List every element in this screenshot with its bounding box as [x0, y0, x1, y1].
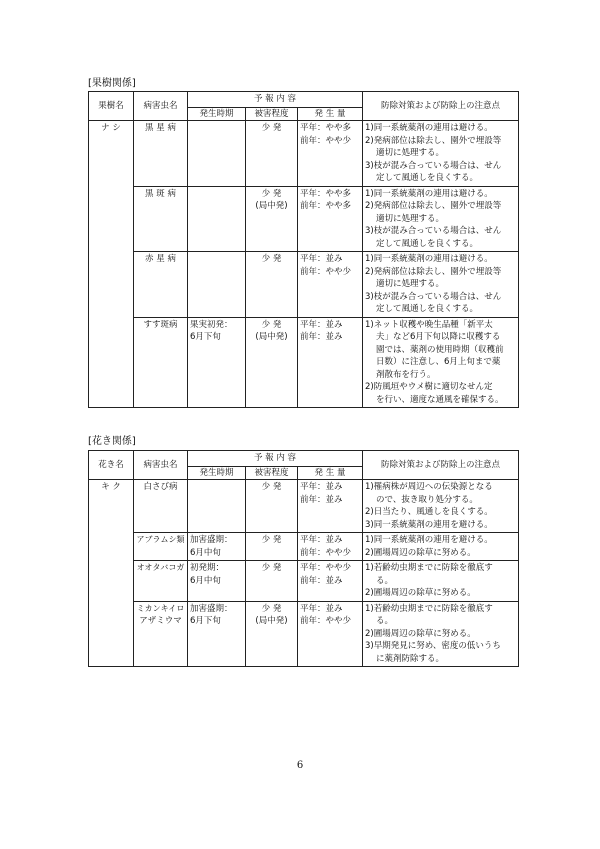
- occurrence-amount: [298, 480, 363, 533]
- occurrence-amount-line: 前年：やや少: [300, 547, 352, 558]
- occurrence-amount-line: 前年：並み: [300, 332, 343, 342]
- control-measures: [363, 561, 519, 602]
- occurrence-period: [188, 252, 246, 318]
- damage-level-line: 少 発: [261, 123, 282, 133]
- occurrence-period: [188, 561, 246, 602]
- occurrence-amount: [298, 252, 363, 318]
- occurrence-amount-line: 前年：やや少: [300, 266, 352, 277]
- control-measures-line: 2)防風垣やウメ樹に適切なせん定: [365, 382, 493, 392]
- occurrence-period: [188, 186, 246, 252]
- header-period: 発生時期: [188, 466, 246, 480]
- control-measures-line: 適切に処理する。: [376, 279, 445, 289]
- control-measures: [363, 186, 519, 252]
- control-measures-line: 3)同一系統薬剤の連用を避ける。: [365, 519, 493, 530]
- control-measures: [363, 121, 519, 187]
- control-measures-line: ので、抜き取り処分する。: [376, 494, 478, 505]
- header-pest: 病害虫名: [134, 451, 188, 480]
- pest-name: [134, 533, 188, 561]
- control-measures-line: 定して風通しを良くする。: [376, 238, 479, 249]
- header-crop: 果樹名: [89, 92, 134, 121]
- occurrence-period-line: 6月下旬: [190, 616, 221, 626]
- header-amount: 発 生 量: [298, 466, 363, 480]
- pest-name-line: すす斑病: [143, 319, 178, 330]
- pest-name: [134, 186, 188, 252]
- occurrence-period: [188, 480, 246, 533]
- damage-level: [246, 317, 298, 408]
- pest-name: [134, 561, 188, 602]
- pest-name-line: 赤 星 病: [145, 254, 176, 264]
- damage-level: [246, 533, 298, 561]
- table-row: [89, 601, 519, 667]
- occurrence-amount-line: 平年：並み: [300, 535, 343, 545]
- occurrence-amount: [298, 186, 363, 252]
- header-forecast: 予 報 内 容: [188, 92, 363, 108]
- flowers-forecast-table: [88, 450, 519, 667]
- section-title-fruit-trees: [果樹関係]: [88, 78, 136, 89]
- pest-name-line: 白さび病: [143, 482, 178, 492]
- crop-name: キ ク: [89, 480, 134, 667]
- header-pest: 病害虫名: [134, 92, 188, 121]
- control-measures: [363, 601, 519, 667]
- control-measures-line: 適切に処理する。: [376, 148, 445, 158]
- occurrence-period-line: 初発期：: [190, 563, 225, 573]
- control-measures-line: 2)発病部位は除去し、園外で埋設等: [365, 201, 502, 211]
- occurrence-period-line: 加害盛期：: [190, 535, 233, 545]
- damage-level-line: 少 発: [261, 535, 282, 545]
- occurrence-amount-line: 平年：並み: [300, 603, 343, 614]
- control-measures: [363, 533, 519, 561]
- occurrence-amount-line: 平年：並み: [300, 254, 343, 264]
- control-measures-line: 適切に処理する。: [376, 213, 445, 224]
- table-row: [89, 186, 519, 252]
- occurrence-amount-line: 前年：並み: [300, 575, 343, 586]
- header-damage: 被害程度: [246, 466, 298, 480]
- control-measures-line: 1)同一系統薬剤の連用を避ける。: [365, 535, 493, 545]
- control-measures-line: 2)発病部位は除去し、園外で埋設等: [365, 135, 502, 146]
- occurrence-amount: [298, 121, 363, 187]
- header-amount: 発 生 量: [298, 107, 363, 121]
- occurrence-period: [188, 601, 246, 667]
- table-row: [89, 561, 519, 602]
- control-measures-line: 1)同一系統薬剤の連用は避ける。: [365, 123, 493, 133]
- pest-name: [134, 317, 188, 408]
- control-measures-line: 剤散布を行う。: [376, 369, 436, 380]
- occurrence-amount: [298, 533, 363, 561]
- occurrence-amount-line: 前年：やや少: [300, 616, 352, 626]
- pest-name-line: 黒 斑 病: [145, 188, 176, 199]
- damage-level-line: 少 発: [261, 482, 282, 492]
- occurrence-amount-line: 前年：やや多: [300, 201, 352, 211]
- control-measures-line: 3)早期発見に努め、密度の低いうち: [365, 641, 501, 651]
- control-measures-line: 3)枝が混み合っている場合は、せん: [365, 291, 502, 302]
- occurrence-amount-line: 平年：やや多: [300, 188, 352, 199]
- occurrence-amount-line: 平年：やや多: [300, 123, 352, 133]
- pest-name-line: オオタバコガ: [136, 563, 185, 572]
- damage-level-line: 少 発: [261, 563, 282, 573]
- table-row: [89, 317, 519, 408]
- occurrence-amount-line: 平年：やや少: [300, 563, 352, 573]
- page-number: 6: [296, 760, 304, 771]
- occurrence-period-line: 6月中旬: [190, 575, 221, 586]
- control-measures-line: 2)圃場周辺の除草に努める。: [365, 588, 476, 598]
- occurrence-amount-line: 平年：並み: [300, 482, 343, 492]
- damage-level: [246, 480, 298, 533]
- occurrence-amount-line: 前年：やや少: [300, 135, 352, 146]
- control-measures-line: る。: [376, 575, 394, 586]
- control-measures-line: を行い、適度な通風を確保する。: [376, 394, 504, 405]
- damage-level-line: 少 発: [261, 188, 282, 199]
- pest-name-line: 黒 星 病: [145, 123, 176, 133]
- control-measures-line: 3)枝が混み合っている場合は、せん: [365, 160, 502, 171]
- damage-level-line: (局中発): [255, 332, 288, 342]
- control-measures-line: 1)若齢幼虫期までに防除を徹底す: [365, 603, 493, 614]
- control-measures-line: 1)罹病株が周辺への伝染源となる: [365, 482, 493, 492]
- table-row: [89, 480, 519, 533]
- control-measures-line: 夫」など6月下旬以降に収穫する: [376, 332, 501, 342]
- damage-level-line: (局中発): [255, 616, 288, 626]
- table-row: [89, 121, 519, 187]
- table-row: [89, 252, 519, 318]
- damage-level: [246, 121, 298, 187]
- control-measures-line: 日数）に注意し、6月上旬まで薬: [376, 357, 501, 367]
- occurrence-period: [188, 533, 246, 561]
- control-measures: [363, 252, 519, 318]
- occurrence-period: [188, 317, 246, 408]
- pest-name-line: ミカンキイロ: [136, 603, 185, 613]
- control-measures-line: 2)発病部位は除去し、園外で埋設等: [365, 266, 502, 277]
- header-crop: 花き名: [89, 451, 134, 480]
- occurrence-period-line: 加害盛期：: [190, 603, 233, 614]
- pest-name: [134, 252, 188, 318]
- occurrence-amount-line: 平年：並み: [300, 319, 343, 330]
- table-row: [89, 533, 519, 561]
- header-period: 発生時期: [188, 107, 246, 121]
- crop-name: ナ シ: [89, 121, 134, 408]
- pest-name: [134, 480, 188, 533]
- occurrence-period-line: 果実初発：: [190, 319, 233, 330]
- pest-name: [134, 121, 188, 187]
- damage-level: [246, 601, 298, 667]
- occurrence-amount-line: 前年：並み: [300, 494, 343, 505]
- control-measures-line: に薬剤防除する。: [376, 653, 445, 664]
- control-measures-line: 定して風通しを良くする。: [376, 173, 479, 183]
- control-measures: [363, 480, 519, 533]
- header-forecast: 予 報 内 容: [188, 451, 363, 467]
- header-measures: 防除対策および防除上の注意点: [363, 92, 519, 121]
- occurrence-amount: [298, 317, 363, 408]
- control-measures-line: る。: [376, 616, 394, 626]
- header-measures: 防除対策および防除上の注意点: [363, 451, 519, 480]
- occurrence-period-line: 6月中旬: [190, 547, 221, 558]
- occurrence-period-line: 6月下旬: [190, 332, 221, 342]
- control-measures-line: 1)同一系統薬剤の連用は避ける。: [365, 188, 493, 199]
- damage-level: [246, 186, 298, 252]
- control-measures: [363, 317, 519, 408]
- control-measures-line: 園では、薬剤の使用時期（収穫前: [376, 344, 504, 355]
- fruit-trees-forecast-table: [88, 91, 519, 408]
- damage-level: [246, 561, 298, 602]
- control-measures-line: 定して風通しを良くする。: [376, 304, 479, 314]
- control-measures-line: 2)圃場周辺の除草に努める。: [365, 547, 476, 558]
- damage-level-line: 少 発: [261, 603, 282, 614]
- control-measures-line: 2)圃場周辺の除草に努める。: [365, 628, 476, 639]
- damage-level-line: (局中発): [255, 201, 288, 211]
- control-measures-line: 1)同一系統薬剤の連用は避ける。: [365, 254, 493, 264]
- section-title-flowers: [花き関係]: [88, 436, 136, 447]
- damage-level-line: 少 発: [261, 319, 282, 330]
- pest-name: [134, 601, 188, 667]
- occurrence-amount: [298, 561, 363, 602]
- header-damage: 被害程度: [246, 107, 298, 121]
- occurrence-amount: [298, 601, 363, 667]
- control-measures-line: 1)ネット収穫や晩生品種「新平太: [365, 319, 493, 330]
- occurrence-period: [188, 121, 246, 187]
- pest-name-line: アザミウマ: [139, 616, 182, 626]
- pest-name-line: アブラムシ類: [136, 535, 185, 544]
- damage-level-line: 少 発: [261, 254, 282, 264]
- damage-level: [246, 252, 298, 318]
- control-measures-line: 2)日当たり、風通しを良くする。: [365, 507, 493, 517]
- control-measures-line: 3)枝が混み合っている場合は、せん: [365, 226, 502, 236]
- control-measures-line: 1)若齢幼虫期までに防除を徹底す: [365, 563, 493, 573]
